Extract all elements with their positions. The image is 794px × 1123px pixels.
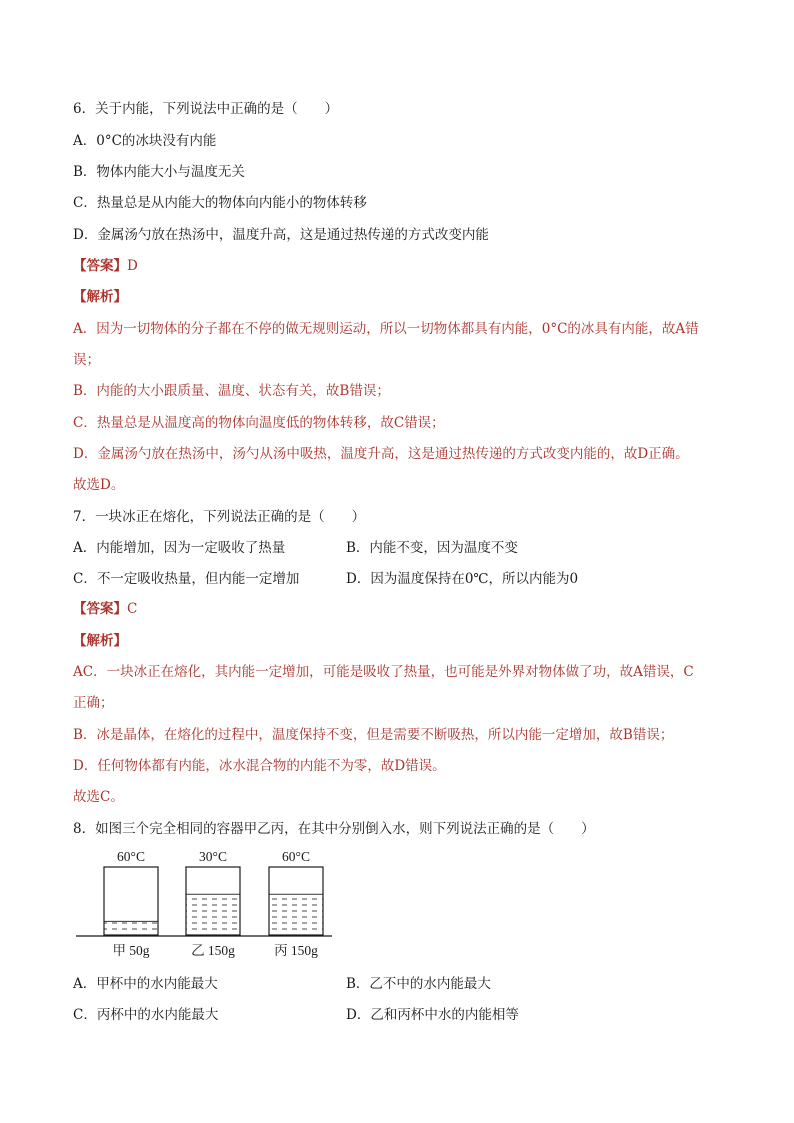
q6-analysis-label: 【解析】	[73, 289, 127, 305]
q7-analysis-label: 【解析】	[73, 633, 127, 649]
q7-stem: 7．一块冰正在熔化，下列说法正确的是（ ）	[73, 509, 366, 525]
container-3	[269, 849, 323, 958]
q8-option-b: B．乙不中的水内能最大	[346, 976, 491, 992]
q8-option-c: C．丙杯中的水内能最大	[73, 1007, 219, 1023]
q6-analysis-line-2: 误；	[73, 352, 100, 368]
q6-answer-value: D	[127, 258, 138, 274]
water-3	[269, 894, 323, 935]
q6-analysis-line-4: C．热量总是从温度高的物体向温度低的物体转移，故C错误；	[73, 415, 445, 431]
container-1	[104, 849, 158, 958]
q7-option-c: C．不一定吸收热量，但内能一定增加	[73, 571, 300, 587]
q7-conclusion: 故选C。	[73, 789, 124, 805]
cup-label-1: 甲 50g	[112, 943, 150, 958]
cup-label-3: 丙 150g	[274, 943, 318, 958]
cup-label-2: 乙 150g	[191, 943, 235, 958]
q6-answer-label: 【答案】	[73, 258, 127, 274]
container-2	[186, 849, 240, 958]
q7-answer	[73, 600, 137, 618]
q7-analysis-line-4: D．任何物体都有内能，冰水混合物的内能不为零，故D错误。	[73, 758, 446, 774]
q7-analysis-line-3: B．冰是晶体，在熔化的过程中，温度保持不变，但是需要不断吸热，所以内能一定增加，故B错误；	[73, 727, 674, 743]
q7-answer-label: 【答案】	[73, 601, 127, 617]
q6-option-a: A．0°C的冰块没有内能	[73, 133, 217, 149]
q6-conclusion: 故选D。	[73, 477, 125, 493]
q6-option-d: D．金属汤勺放在热汤中，温度升高，这是通过热传递的方式改变内能	[73, 227, 489, 243]
water-1	[104, 921, 158, 935]
containers-figure	[70, 842, 340, 970]
q7-option-d: D．因为温度保持在0℃，所以内能为0	[346, 571, 579, 587]
q7-analysis-line-1: AC．一块冰正在熔化，其内能一定增加，可能是吸收了热量，也可能是外界对物体做了功，故A错误，C	[73, 664, 694, 680]
q6-stem: 6．关于内能，下列说法中正确的是（ ）	[73, 101, 339, 117]
q6-analysis-line-3: B．内能的大小跟质量、温度、状态有关，故B错误；	[73, 383, 390, 399]
temp-label-3: 60°C	[282, 849, 310, 864]
q8-option-a: A．甲杯中的水内能最大	[73, 976, 218, 992]
temp-label-1: 60°C	[117, 849, 145, 864]
q6-option-c: C．热量总是从内能大的物体向内能小的物体转移	[73, 195, 367, 211]
q6-analysis-line-5: D．金属汤勺放在热汤中，汤勺从汤中吸热，温度升高，这是通过热传递的方式改变内能的，故D正确。	[73, 446, 689, 462]
q6-option-b: B．物体内能大小与温度无关	[73, 164, 245, 180]
q7-option-a: A．内能增加，因为一定吸收了热量	[73, 540, 286, 556]
q7-analysis-line-2: 正确；	[73, 695, 114, 711]
water-2	[186, 894, 240, 935]
q8-stem: 8．如图三个完全相同的容器甲乙丙，在其中分别倒入水，则下列说法正确的是（ ）	[73, 821, 595, 837]
q8-option-d: D．乙和丙杯中水的内能相等	[346, 1007, 519, 1023]
q7-option-b: B．内能不变，因为温度不变	[346, 540, 518, 556]
q7-answer-value: C	[127, 601, 138, 617]
q6-analysis-line-1: A．因为一切物体的分子都在不停的做无规则运动，所以一切物体都具有内能，0°C的冰具有内能，故A错	[73, 321, 699, 337]
q6-answer	[73, 257, 138, 275]
temp-label-2: 30°C	[199, 849, 227, 864]
